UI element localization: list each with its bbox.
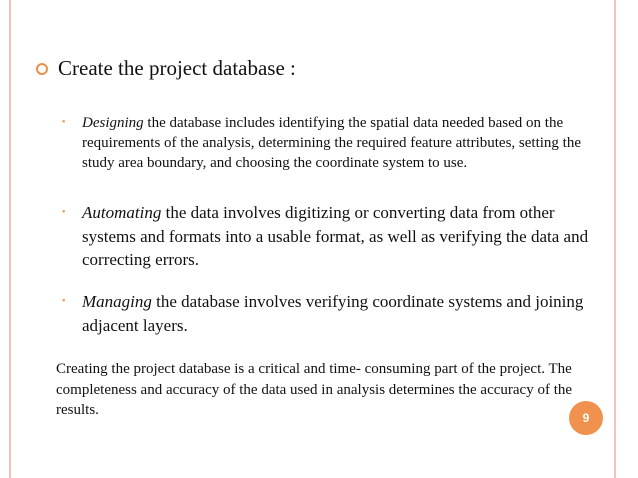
dot-bullet-icon: • [62, 207, 66, 218]
bullet-body: the data involves digitizing or converting data from other systems and formats into a usable format, as well as verifying the data and correcting errors. [82, 203, 589, 269]
heading-text: Create the project database : [58, 56, 296, 80]
ring-bullet-icon [36, 63, 48, 75]
bullet-body: the database involves verifying coordinate systems and joining adjacent layers. [82, 292, 584, 335]
bullet-item-automating [62, 201, 598, 272]
dot-bullet-icon: • [62, 117, 66, 128]
bullet-emphasis: Automating [82, 203, 162, 222]
slide-border-left [9, 0, 11, 478]
bullet-item-managing [62, 290, 598, 337]
bullet-text [82, 201, 598, 272]
bullet-item-designing [62, 113, 598, 173]
slide-border-right [614, 0, 616, 478]
slide-heading [36, 56, 296, 81]
bullet-text [82, 290, 598, 337]
summary-paragraph: Creating the project database is a critical and time- consuming part of the project. The completeness and accuracy of the data used in analysis determines the accuracy of the results. [56, 361, 573, 418]
bullet-emphasis: Managing [82, 292, 152, 311]
bullet-emphasis: Designing [82, 115, 144, 131]
page-number-badge: 9 [569, 401, 603, 435]
dot-bullet-icon: • [62, 296, 66, 307]
bullet-text [82, 113, 598, 173]
bullet-body: the database includes identifying the spatial data needed based on the requirements of the analysis, determining the required feature attributes, setting the study area boundary, and choosing the coordinate system to use. [82, 115, 581, 171]
